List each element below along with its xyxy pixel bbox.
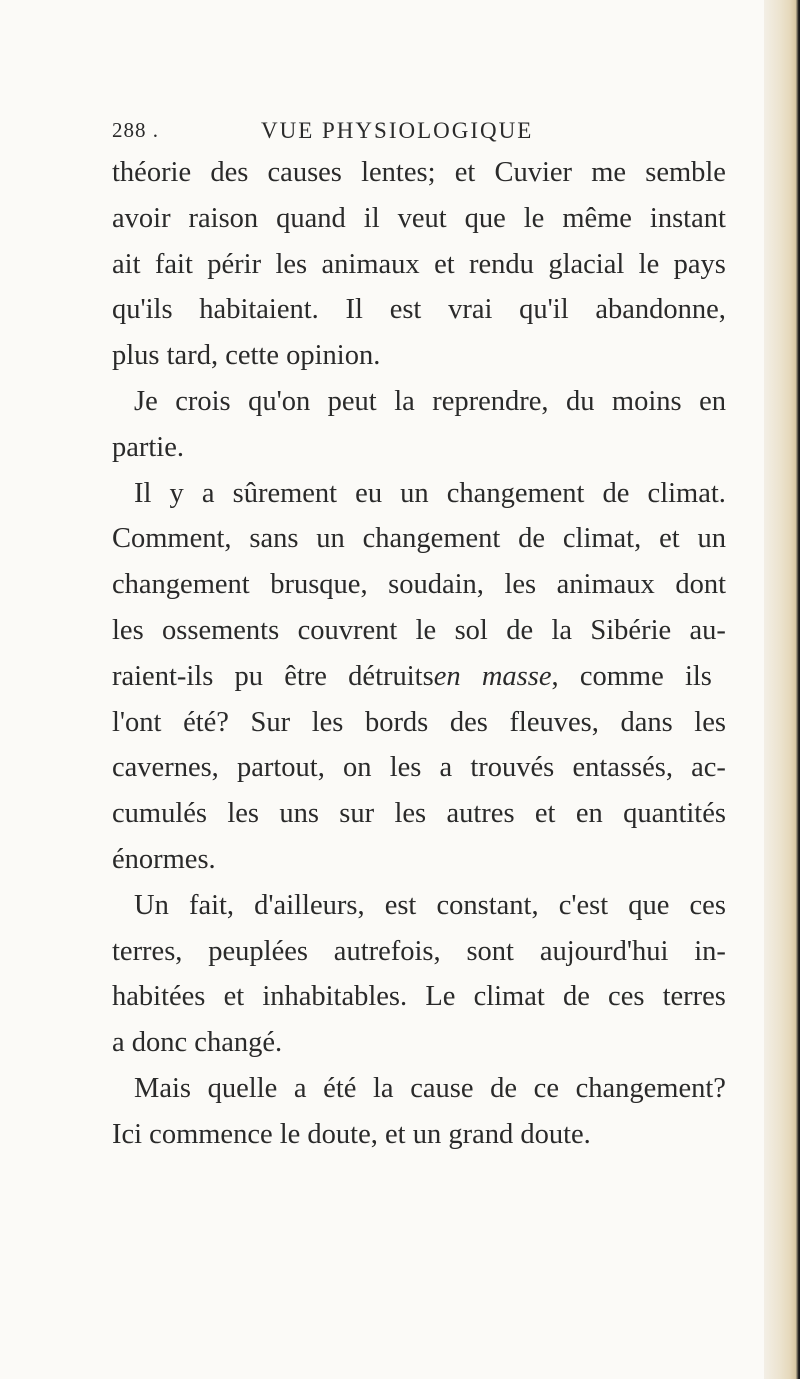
word: brusque, [270,569,368,601]
word: les [694,706,726,738]
word: crois [175,385,231,417]
word: terres [662,981,726,1013]
word: périr [207,248,262,280]
word: c'est [558,889,609,921]
word: reprendre, [432,385,549,417]
word: a [201,477,215,509]
text-line [112,562,726,608]
line-text: partie. [112,431,185,463]
word: le [415,614,437,646]
word: fait, [188,889,235,921]
line-text-segment: raient-ils pu être détruits [112,660,434,692]
word: rendu [469,248,534,280]
word: de [506,614,534,646]
word: Sibérie [590,614,672,646]
text-line [112,150,726,196]
word: Mais [134,1072,191,1104]
word: ces [608,981,645,1013]
word: dont [675,569,726,601]
text-line [112,883,726,929]
word: Le [425,981,456,1013]
word: changement? [575,1072,726,1104]
text-line [112,1112,726,1158]
word: des [449,706,488,738]
word: qu'on [248,385,311,417]
word: été [323,1072,357,1104]
word: que [628,889,670,921]
word: les [275,248,308,280]
word: climat, [562,523,642,555]
word: et [659,523,680,555]
word: en [575,798,603,830]
word: a [439,752,453,784]
page-header [112,118,732,154]
word: constant, [436,889,539,921]
text-line [112,379,726,425]
word: de [518,523,546,555]
word: un [697,523,726,555]
line-text [112,654,712,700]
text-line [112,516,726,562]
word: habitaient. [199,294,319,326]
text-line [112,1066,726,1112]
word: les [394,798,427,830]
word: et [223,981,245,1013]
text-line [112,287,726,333]
word: peuplées [208,935,308,967]
word: lentes; [361,157,436,188]
word: autres [446,798,515,830]
word: uns [279,798,319,830]
text-line [112,745,726,791]
word: les [311,706,344,738]
line-text-segment: , comme ils [551,660,712,692]
word: la [551,614,573,646]
word: climat. [647,477,726,509]
text-line [112,837,726,883]
line-text: énormes. [112,843,216,875]
running-head: VUE PHYSIOLOGIQUE [261,118,534,143]
word: animaux [321,248,420,280]
text-line [112,929,726,975]
word: sont [466,935,514,967]
word: et [534,798,556,830]
word: fait [154,248,193,280]
word: de [602,477,630,509]
word: cumulés [112,798,207,830]
word: la [373,1072,394,1104]
text-line [112,242,726,288]
text-line [112,700,726,746]
word: bords [364,706,429,738]
word: raison [188,202,259,234]
word: des [210,157,249,188]
text-line [112,333,726,379]
line-text: a donc changé. [112,1027,283,1059]
word: trouvés [470,752,555,784]
word: partout, [236,752,325,784]
word: soudain, [388,569,484,601]
word: Je [134,385,158,417]
word: il [363,202,380,234]
word: été? [183,706,229,738]
word: ces [689,889,726,921]
word: climat [473,981,545,1013]
word: ac- [691,752,726,784]
word: animaux [556,569,655,601]
word: in- [694,935,726,967]
word: aujourd'hui [539,935,669,967]
word: ait [112,248,141,280]
word: moins [611,385,682,417]
word: qu'il [519,294,569,326]
word: que [464,202,506,234]
word: avoir [112,202,171,234]
word: de [562,981,590,1013]
word: vrai [448,294,493,326]
word: Un [134,889,169,921]
word: est [384,889,417,921]
word: glacial [548,248,625,280]
text-line [112,791,726,837]
word: cause [410,1072,474,1104]
word: Sur [250,706,291,738]
word: peut [327,385,377,417]
page-number: 288 . [112,118,159,142]
line-text: Ici commence le doute, et un grand doute. [112,1118,591,1150]
italic-emphasis: en masse [433,660,552,692]
word: est [389,294,422,326]
word: semble [645,157,726,188]
word: Cuvier [494,157,573,188]
text-line [112,608,726,654]
word: du [565,385,595,417]
word: Il [345,294,363,326]
word: instant [649,202,726,234]
word: me [591,157,627,188]
word: théorie [112,157,192,188]
word: a [293,1072,307,1104]
text-line [112,471,726,517]
word: sol [454,614,488,646]
line-text: plus tard, cette opinion. [112,340,381,372]
word: inhabitables. [262,981,408,1013]
text-line [112,425,726,471]
word: et [454,157,476,188]
word: les [112,614,144,646]
word: les [227,798,259,830]
word: l'ont [112,706,162,738]
word: changement [446,477,585,509]
text-line [112,654,726,700]
word: pays [673,248,726,280]
word: quand [276,202,346,234]
word: d'ailleurs, [254,889,365,921]
word: un [316,523,345,555]
word: quelle [207,1072,278,1104]
word: cavernes, [112,752,219,784]
word: couvrent [297,614,398,646]
word: sans [249,523,299,555]
text-line [112,1020,726,1066]
word: sûrement [232,477,338,509]
word: en [699,385,726,417]
word: ossements [162,614,280,646]
word: y [169,477,184,509]
word: et [434,248,455,280]
word: eu [355,477,383,509]
word: changement [362,523,501,555]
word: de [490,1072,518,1104]
word: entassés, [572,752,673,784]
word: abandonne, [595,294,726,326]
word: le [523,202,545,234]
word: même [562,202,632,234]
word: habitées [112,981,206,1013]
word: changement [112,569,250,601]
word: Il [134,477,152,509]
word: Comment, [112,523,232,555]
word: dans [620,706,673,738]
text-line [112,974,726,1020]
word: quantités [623,798,726,830]
word: on [343,752,372,784]
word: le [638,248,660,280]
word: causes [267,157,342,188]
word: sur [339,798,375,830]
word: un [400,477,429,509]
word: fleuves, [509,706,599,738]
word: les [389,752,422,784]
word: terres, [112,935,183,967]
word: autrefois, [333,935,441,967]
word: la [394,385,415,417]
word: les [504,569,537,601]
word: veut [397,202,447,234]
word: qu'ils [112,294,173,326]
word: au- [689,614,726,646]
word: ce [533,1072,559,1104]
text-line [112,196,726,242]
body-text [112,150,726,1158]
book-binding-edge [764,0,800,1379]
